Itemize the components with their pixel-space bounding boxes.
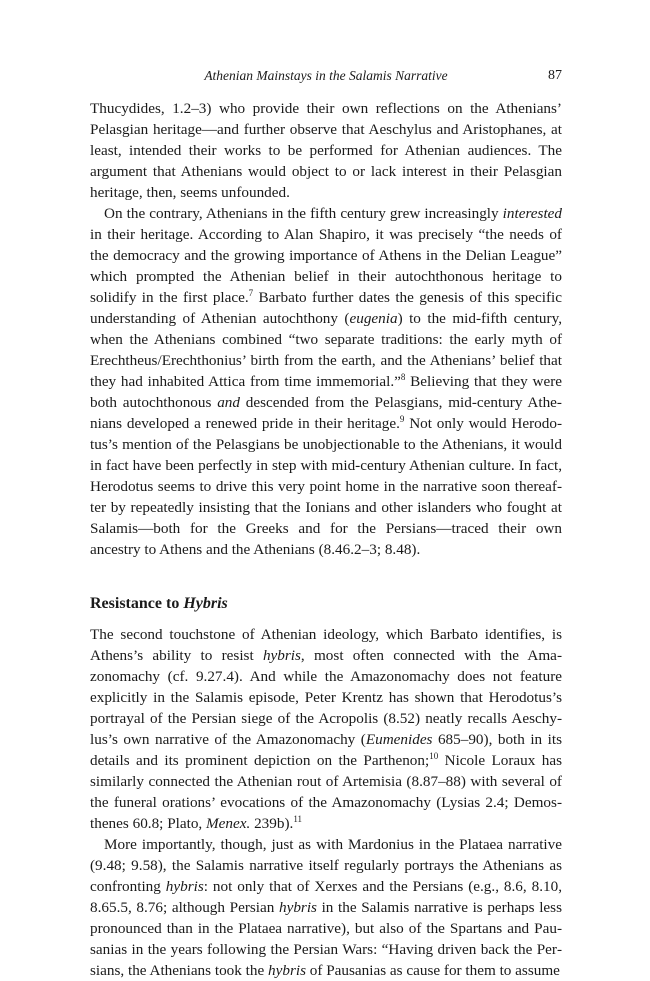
paragraph-2: On the contrary, Athenians in the fifth century grew increasingly interested in their heritage. According to Alan Shapiro, it was precisely “the needs of the democracy and the growing importance of Athens in the Delian League” which prompted the Athenian belief in their autochthonous heritage to solidify in the first place.$^7$ Barbato further dates the genesis of this specific understanding of Athenian autochthony (eugenia) to the mid-fifth century, when the Athenians combined “two separate traditions: the early myth of Erechtheus/Erechthonius’ birth from the earth, and the Athenians’ belief that they had inhabited Attica from time immemorial.”$^8$ Believing that they were both autochthonous and descended from the Pelasgians, mid-century Athenians developed a renewed pride in their heritage.$^9$ Not only would Herodotus’s mention of the Pelasgians be unobjectionable to the Athenians, it would in fact have been perfectly in step with mid-century Athenian culture. In fact, Herodotus seems to drive this very point home in the narrative soon thereafter by repeatedly insisting that the Ionians and other islanders who fought at Salamis—both for the Greeks and for the Persians—traced their own ancestry to Athens and the Athenians (8.46.2–3; 8.48). <box>90 205 562 558</box>
emphasis: Menex. <box>206 815 251 832</box>
section-heading-italic: Hybris <box>183 595 228 612</box>
section-heading: Resistance to Hybris <box>90 595 228 612</box>
emphasis: Eumenides <box>365 731 433 748</box>
footnote-ref-7: 7 <box>248 287 254 298</box>
emphasis: hybris <box>165 878 204 895</box>
footnote-ref-11: 11 <box>293 813 302 824</box>
running-title: Athenian Mainstays in the Salamis Narrative <box>204 68 448 83</box>
footnote-ref-8: 8 <box>400 371 406 382</box>
emphasis: and <box>217 394 240 411</box>
running-header <box>90 68 562 88</box>
paragraph-1: Thucydides, 1.2–3) who provide their own reflections on the Athenians’ Pelasgian heritage—and further observe that Aeschylus and Aristophanes, at least, intended their works to be performed for Athenian audiences. The argument that Athenians would object to or lack interest in their Pelasgian heritage, then, seems unfounded. <box>90 100 562 201</box>
emphasis: hybris <box>278 899 317 916</box>
footnote-ref-10: 10 <box>429 750 439 761</box>
emphasis: interested <box>502 205 562 222</box>
page-body <box>90 98 562 981</box>
paragraph-4: More importantly, though, just as with Mardonius in the Plataea narrative (9.48; 9.58), the Salamis narrative itself regularly portrays the Athenians as confronting hybris: not only that of Xerxes and the Persians (e.g., 8.6, 8.10, 8.65.5, 8.76; although Persian hybris in the Salamis narrative is perhaps less pronounced than in the Plataea narrative), but also of the Spartans and Pausanias in the years following the Persian Wars: “Having driven back the Persians, the Athenians took the hybris of Pausanias as cause for them to assume <box>90 836 562 979</box>
page-number: 87 <box>548 68 562 83</box>
emphasis: eugenia <box>349 310 398 327</box>
paragraph-3: The second touchstone of Athenian ideology, which Barbato identifies, is Athens’s ability to resist hybris, most often connected with the Amazonomachy (cf. 9.27.4). And while the Amazonomachy does not feature explicitly in the Salamis episode, Peter Krentz has shown that Herodotus’s portrayal of the Persian siege of the Acropolis (8.52) neatly recalls Aeschylus’s own narrative of the Amazonomachy (Eumenides 685–90), both in its details and its prominent depiction on the Parthenon;$^{10}$ Nicole Loraux has similarly connected the Athenian rout of Artemisia (8.87–88) with several of the funeral orations’ evocations of the Amazonomachy (Lysias 2.4; Demosthenes 60.8; Plato, Menex. 239b).$^{11}$ <box>90 626 563 832</box>
footnote-ref-9: 9 <box>399 413 405 424</box>
emphasis: hybris <box>268 962 306 979</box>
emphasis: hybris <box>262 647 301 664</box>
